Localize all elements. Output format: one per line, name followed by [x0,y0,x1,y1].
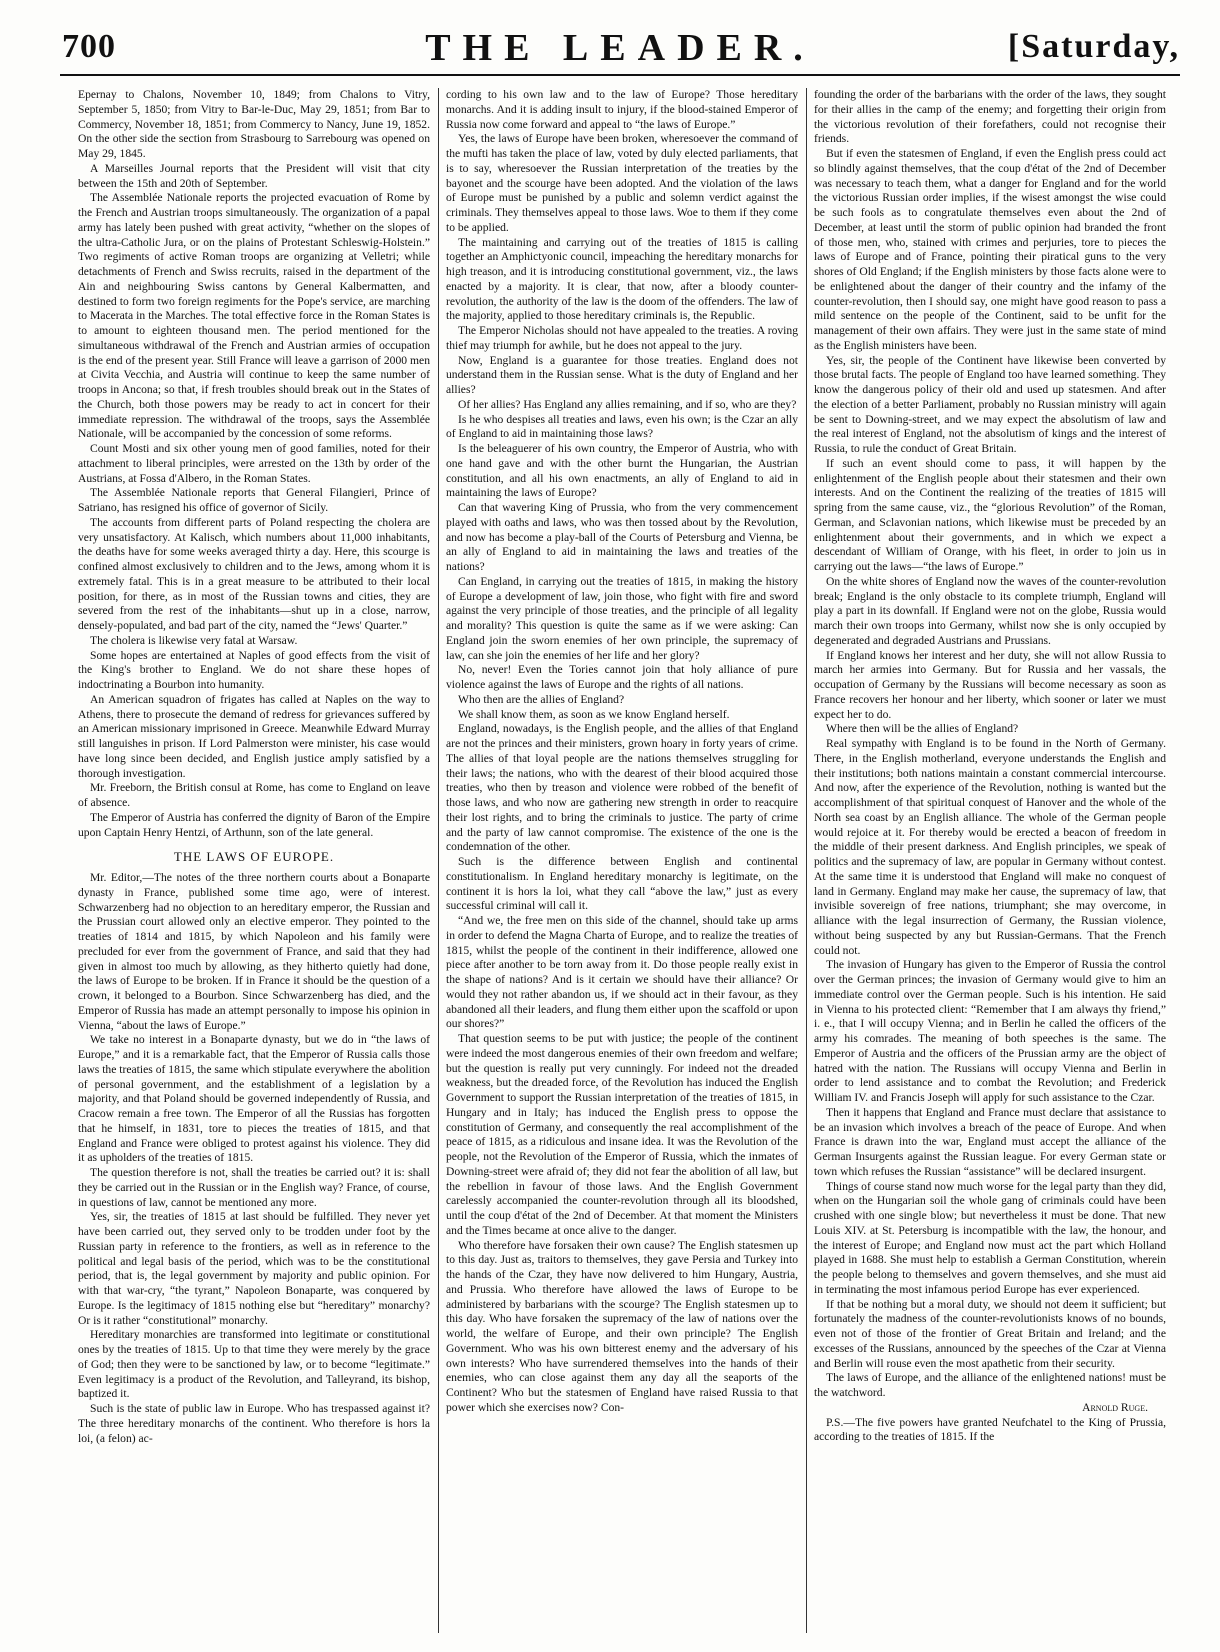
paragraph: If such an event should come to pass, it will happen by the enlightenment of the English people about their statesmen and their own interests. And on the Continent the realizing of the treaties of 1815 will spring from the same cause, viz., the “glorious Revolution” of the Roman, German, and Sclavonian nations, which likewise must be preceded by an enlightenment about their governments, and in which we expect a descendant of William of Orange, with his fleet, in order to join us in carrying out the laws—“the laws of Europe.” [814,456,1166,573]
paragraph: The cholera is likewise very fatal at Warsaw. [90,633,298,647]
paragraph: cording to his own law and to the law of Europe? Those hereditary monarchs. And it is adding insult to injury, if the blood-stained Emperor of Russia now come forward and appeal to “the laws of Europe.” [446,88,798,131]
paragraph: Count Mosti and six other young men of good families, noted for their attachment to liberal principles, were arrested on the 13th by order of the Austrians, at Fossa d'Albero, in the Roman States. [78,442,430,485]
paragraph: The Assemblée Nationale reports the projected evacuation of Rome by the French and Austrian troops simultaneously. The organization of a papal army has lately been pushed with great activity, “whether on the slopes of the ultra-Catholic Jura, or on the plains of Protestant Schleswig-Holstein.” Two regiments of active Roman troops are organizing at Velletri; while detachments of French and Swiss recruits, raised in the department of the Ain and neighbouring Swiss cantons by General Kalbermatten, and destined to form two foreign regiments for the Pope's service, are marching to Macerata in the Marches. The total effective force in the Roman States is to amount to eighteen thousand men. The period mentioned for the simultaneous withdrawal of the French and Austrian armies of occupation is the end of the present year. Still France will leave a garrison of 2000 men at Civita Vecchia, and Austria will continue to keep the same number of troops in Ancona; so that, if fresh troubles should break out in the States of the Church, both those powers may be ready to act in concert for their immediate repression. The withdrawal of the troops, says the Assemblée Nationale, will be accompanied by the concession of some reforms. [78,191,430,441]
column-rule [438,88,439,1633]
paragraph: Is he who despises all treaties and laws, even his own; is the Czar an ally of England to aid in maintaining those laws? [446,412,798,441]
paragraph: Some hopes are entertained at Naples of good effects from the visit of the King's brother to England. We do not share these hopes of indoctrinating a Bourbon into humanity. [78,648,430,691]
paragraph: On the white shores of England now the waves of the counter-revolution break; England is the only obstacle to its complete triumph, England will play a part in its downfall. If England were not on the globe, Russia would march their own troops into Germany, whilst now she is only occupied by degenerated and degraded Austrians and Prussians. [814,574,1166,647]
paragraph: Yes, sir, the treaties of 1815 at last should be fulfilled. They never yet have been carried out, they served only to be trodden under foot by the Russian party in reference to the frontiers, as well as in reference to the political and legal basis of the period, which was to be the constitutional period, that is, the legal government by majority and public opinion. For with that war-cry, “the tyrant,” Napoleon Bonaparte, was conquered by Europe. Is the legitimacy of 1815 nothing else but “hereditary” monarchy? Or is it rather “constitutional” monarchy. [78,1210,430,1327]
paragraph: The Emperor Nicholas should not have appealed to the treaties. A roving thief may triumph for awhile, but he does not appeal to the jury. [446,324,798,352]
masthead [60,26,1180,76]
paragraph: That question seems to be put with justice; the people of the continent were indeed the most dangerous enemies of their own freedom and welfare; but the question is really put very cunningly. For indeed not the dreaded weakness, but the dreaded force, of the Revolution has induced the English Government to support the Russian interpretation of the treaties of 1815, in Hungary and in Italy; has induced the English press to oppose the constitution of Germany, and consequently the real accomplishment of the peace of 1815, as a ridiculous and insane idea. It was the Revolution of the people, not the Revolution of the Emperor of Russia, which the inmates of Downing-street were afraid of; they did not fear the abolition of all law, but the rebellion in favour of those laws. And the English Government carelessly accompanied the counter-revolution through all its bloodshed, until the coup d'état of the 2nd of December. At that moment the Ministers and the Times became at once alive to the danger. [446,1032,798,1237]
paragraph: Then it happens that England and France must declare that assistance to be an invasion which involves a breach of the peace of Europe. And when France is drawn into the war, England must accept the alliance of the German Insurgents against the Russian league. For every German state or town which refuses the Russian “assistance” will be declared insurgent. [814,1105,1166,1178]
paragraph: If that be nothing but a moral duty, we should not deem it sufficient; but fortunately the madness of the counter-revolutionists knows of no bounds, even not of those of the frontier of Great Britain and Ireland; and the excesses of the Russians, announced by the speeches of the Czar at Vienna and Berlin will rouse even the most apathetic from their security. [814,1297,1166,1370]
paragraph: The question therefore is not, shall the treaties be carried out? it is: shall they be carried out in the Russian or in the English way? France, of course, in questions of law, cannot be mentioned any more. [78,1166,430,1209]
paragraph: An American squadron of frigates has called at Naples on the way to Athens, there to prosecute the demand of redress for grievances suffered by an American missionary imprisoned in Greece. Meanwhile Edward Murray still languishes in prison. If Lord Palmerston were minister, his case would have long since been decided, and English justice amply satisfied by a thorough investigation. [78,692,430,780]
paragraph: The accounts from different parts of Poland respecting the cholera are very unsatisfactory. At Kalisch, which numbers about 11,000 inhabitants, the deaths have for some weeks averaged thirty a day. Here, this scourge is confined almost exclusively to children and to the Jews, among whom it is extremely fatal. This is in a great measure to be attributed to their local position, for there, as in most of the Russian towns and cities, they are severed from the rest of the inhabitants—shut up in a close, narrow, densely-populated, and bad part of the city, named the “Jews' Quarter.” [78,515,430,632]
paragraph: Is the beleaguerer of his own country, the Emperor of Austria, who with one hand gave and with the other burnt the Hungarian, the Austrian constitution, and all his own enactments, an ally of England to aid in maintaining the laws of Europe? [446,442,798,500]
paragraph: Things of course stand now much worse for the legal party than they did, when on the Hungarian soil the whole gang of criminals could have been crushed with one single blow; but nevertheless it must be done. That new Louis XIV. at St. Petersburg is incompatible with the law, the honour, and the interest of Europe; and England now must act the part which Holland played in 1688. She must help to establish a German Constitution, wherein the people belong to themselves and govern themselves, and she must aid in terminating the most infamous period Europe has ever experienced. [814,1179,1166,1296]
paragraph: The Emperor of Austria has conferred the dignity of Baron of the Empire upon Captain Henry Hentzi, of Arthunn, son of the late general. [78,810,430,839]
paragraph: We shall know them, as soon as we know England herself. [458,707,730,721]
paragraph: The maintaining and carrying out of the treaties of 1815 is calling together an Amphictyonic council, impeaching the hereditary monarchs for high treason, and it is introducing constitutional government, viz., the laws enacted by a majority. It is clear, that now, after a bloody counter-revolution, the authority of the law is the doom of the offenders. The law of the majority, applied to those hereditary criminals is, the Republic. [446,235,798,323]
paragraph: Who then are the allies of England? [458,692,625,706]
paragraph: Such is the state of public law in Europe. Who has trespassed against it? The three hereditary monarchs of the continent. Who therefore is hors la loi, (a felon) ac- [78,1402,430,1445]
column-rule [806,88,807,1633]
paragraph: “And we, the free men on this side of the channel, should take up arms in order to defend the Magna Charta of Europe, and to realize the treaties of 1815, whilst the people of the continent in their indifference, allowed one piece after another to be torn away from it. Do those people really exist in the shape of nations? And is it certain we should have their alliance? Or would they not rather abandon us, if we should act in their favour, as they abandoned all their leaders, and flung them either upon the scaffold or upon our shores?” [446,914,798,1031]
paragraph: Now, England is a guarantee for those treaties. England does not understand them in the Russian sense. What is the duty of England and her allies? [446,353,798,396]
newspaper-title: THE LEADER. [425,27,815,69]
column-3 [814,88,1166,1633]
paragraph: But if even the statesmen of England, if even the English press could act so blindly against themselves, that the coup d'état of the 2nd of December was necessary to teach them, what a danger for England and for the world the victorious Russian order implies, if the wisest amongst the wise could be such fools as to congratulate themselves even about the 2nd of December, at least until the storm of public opinion had branded the front of those men, who, stained with crimes and perjuries, tore to pieces the laws of Europe and of France, pointing their piratical guns to the very shores of Old England; if the English ministers by those facts alone were to be enlightened about the danger of their country and the infamy of the counter-revolution, then I should say, one might have good reason to pass a mild sentence on the people of the Continent, said to be unfit for the management of their own affairs. They were just in the same state of mind as the English ministers have been. [814,147,1166,352]
paragraph: If England knows her interest and her duty, she will not allow Russia to march her armies into Germany. But for Russia and her vassals, the occupation of Germany by the Russians will become necessary as soon as France recovers her honour and her liberty, which sooner or later we must expect her to do. [814,648,1166,721]
paragraph: Hereditary monarchies are transformed into legitimate or constitutional ones by the treaties of 1815. Up to that time they were merely by the grace of God; then they were to be sanctioned by law, or to become “legitimate.” Even legitimacy is a product of the Revolution, and Talleyrand, its bishop, baptized it. [78,1328,430,1401]
paragraph: Of her allies? Has England any allies remaining, and if so, who are they? [458,397,797,411]
paragraph: The laws of Europe, and the alliance of the enlightened nations! must be the watchword. [814,1371,1166,1399]
paragraph: Can that wavering King of Prussia, who from the very commencement played with oaths and laws, who was then tossed about by the Revolution, and now has become a play-ball of the Courts of Petersburg and Vienna, be an ally of England to aid in maintaining the laws and treaties of the nations? [446,501,798,573]
paragraph: Mr. Freeborn, the British consul at Rome, has come to England on leave of absence. [78,781,430,809]
paragraph: Where then will be the allies of England? [826,722,1019,736]
page-number: 700 [62,28,116,65]
paragraph: Yes, the laws of Europe have been broken, wheresoever the command of the mufti has taken the place of law, voted by duly elected parliaments, that is to say, wheresoever the Russian interpretation of the treaties by the bayonet and the scourge have been adopted. And the violation of the laws of Europe must be punished by a public and solemn verdict against the criminals. They themselves appeal to those laws. Woe to them if they come to be applied. [446,132,798,234]
day-label: [Saturday, [1007,28,1180,65]
paragraph: Epernay to Chalons, November 10, 1849; from Chalons to Vitry, September 5, 1850; from Vitry to Bar-le-Duc, May 29, 1851; from Bar to Commercy, November 18, 1851; from Commercy to Nancy, June 19, 1852. On the other side the section from Strasbourg to Sarrebourg was opened on May 29, 1845. [78,88,430,160]
columns [78,88,1168,1633]
paragraph: founding the order of the barbarians with the order of the laws, they sought for their allies in the camp of the enemy; and forgetting their origin from the victorious revolution of their forefathers, could not recognise their friends. [814,88,1166,146]
article-heading: THE LAWS OF EUROPE. [173,849,335,865]
postscript: P.S.—The five powers have granted Neufchatel to the King of Prussia, according to the treaties of 1815. If the [814,1415,1166,1444]
author-signature: Arnold Ruge. [1082,1400,1148,1414]
paragraph: Such is the difference between English and continental constitutionalism. In England hereditary monarchy is legitimate, on the continent it is hors la loi, what they call “above the law,” just as every successful criminal will call it. [446,855,798,913]
paragraph: The invasion of Hungary has given to the Emperor of Russia the control over the German princes; the invasion of Germany would give to him an immediate control over the German people. Such is his intention. He said in Vienna to his protected client: “Remember that I am always thy friend,” i. e., that I will occupy Vienna; and in Berlin he called the officers of the army his comrades. The meaning of both speeches is the same. The Emperor of Austria and the officers of the Prussian army are the object of hatred with the nation. The Russians will occupy Vienna and Berlin in order to lend assistance and to combat the Revolution; and Frederick William IV. and Francis Joseph will apply for such assistance to the Czar. [814,958,1166,1104]
paragraph: The Assemblée Nationale reports that General Filangieri, Prince of Satriano, has resigned his office of governor of Sicily. [78,486,430,514]
paragraph: Real sympathy with England is to be found in the North of Germany. There, in the English motherland, everyone understands the English and their institutions; both nations maintain a constant commercial intercourse. And now, after the experience of the Revolution, nothing is wanted but the accomplishment of that spiritual conquest of Hanover and the whole of the North sea coast by an English alliance. The whole of the German people would rejoice at it. For thereby would be erected a beacon of freedom in the middle of their present darkness. And English principles, we speak of politics and the supremacy of law, are popular in Germany without contest. At the same time it is understood that England will make no conquest of land in Germany. England may make her cause, the supremacy of law, that invisible sovereign of free nations, triumphant; she may overcome, in alliance with the legal insurrection of Germany, the Russian violence, without being suspected by any but Russian-Germans. That the French could not. [814,737,1166,957]
column-1 [78,88,430,1633]
paragraph: Can England, in carrying out the treaties of 1815, in making the history of Europe a development of law, join those, who fight with fire and sword against the very principle of those treaties, and the principle of all legality and morality? This question is quite the same as if we were asking: Can England join the sworn enemies of her own principle, the supremacy of law, can she join the enemies of her life and her glory? [446,574,798,662]
paragraph: A Marseilles Journal reports that the President will visit that city between the 15th and 20th of September. [78,161,430,190]
paragraph: Yes, sir, the people of the Continent have likewise been converted by those brutal facts. The people of England too have learned something. They know the dangerous policy of their old and used up statesmen. And after the election of a better Parliament, probably no Russian ministry will again be sent to Downing-street, and we may expect the absolutism of law and the real interest of England, not the absolutism of kings and the interest of Russia, to rule the conduct of Great Britain. [814,353,1166,455]
column-2 [446,88,798,1633]
paragraph: We take no interest in a Bonaparte dynasty, but we do in “the laws of Europe,” and it is a remarkable fact, that the Emperor of Russia calls those laws the treaties of 1815, the same which stipulate everywhere the abolition of personal government, and the establishment of a legislation by a majority, and that Poland should be governed independently of Russia, and Cracow remain a free town. The Emperor of all the Russias has forgotten that he himself, in 1831, tore to pieces the treaties of 1815, and that England and France were obliged to protest against his violence. They did it as upholders of the treaties of 1815. [78,1033,430,1165]
paragraph: No, never! Even the Tories cannot join that holy alliance of pure violence against the laws of Europe and the rights of all nations. [446,663,798,691]
paragraph: Mr. Editor,—The notes of the three northern courts about a Bonaparte dynasty in France, published some time ago, were of interest. Schwarzenberg had no objection to an hereditary emperor, the Russian and the Prussian court allowed only an elective emperor. They pointed to the treaties of 1814 and 1815, by which Napoleon and his family were precluded for ever from the government of France, and said that they had given in almost too much by allowing, as they hitherto quietly had done, the laws of Europe to be broken. If in France it should be the question of a crown, it belonged to a Bourbon. Since Schwarzenberg has died, and the Emperor of Russia has made an attempt personally to impose his opinion in Vienna, “about the laws of Europe.” [78,871,430,1032]
paragraph: Who therefore have forsaken their own cause? The English statesmen up to this day. Just as, traitors to themselves, they gave Persia and Turkey into the hands of the Czar, they have now delivered to him Hungary, Austria, and Prussia. Who therefore have allowed the laws of Europe to be administered by barbarians with the scourge? The English statesmen up to this day. Who have forsaken the supremacy of the law of nations over the world, the welfare of Europe, and their own principle? The English Government. Who was his own bitterest enemy and the adversary of his own interests? Who have surrendered themselves into the hands of their enemies, who can close against them any day all the seaports of the Continent? Who but the statesmen of England have raised Russia to that power which she exercises now? Con- [446,1238,798,1414]
paragraph: England, nowadays, is the English people, and the allies of that England are not the princes and their ministers, grown hoary in forty years of crime. The allies of that loyal people are the nations themselves struggling for their laws; the nations, who with the dearest of their blood acquired those treaties, who then by treason and violence were robbed of the benefit of those laws, and who now are gathering new strength in order to reacquire their lost rights, and to bring the criminals to justice. The party of crime and the party of law cannot compromise. The existence of the one is the condemnation of the other. [446,722,798,854]
